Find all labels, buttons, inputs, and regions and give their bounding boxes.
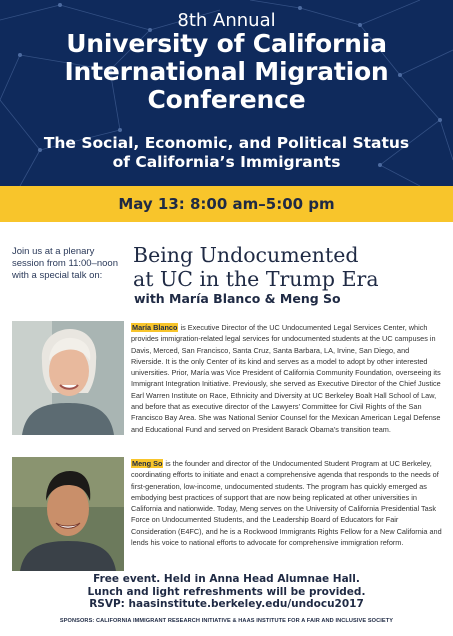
talk-title-line-2: at UC in the Trump Era xyxy=(133,267,379,291)
title-line-1: University of California xyxy=(66,29,387,58)
join-line-3: with a special talk on: xyxy=(12,270,103,281)
conference-subtitle xyxy=(0,134,453,172)
speaker-name-highlight: María Blanco xyxy=(132,323,178,332)
join-line-2: session from 11:00–noon xyxy=(12,258,118,269)
venue-line: Free event. Held in Anna Head Alumnae Hall. xyxy=(93,573,360,585)
bio-maria-blanco xyxy=(131,322,443,435)
talk-title xyxy=(133,243,443,291)
title-line-2: International Migration xyxy=(64,57,389,86)
conference-title xyxy=(0,30,453,114)
talk-speakers: with María Blanco & Meng So xyxy=(134,291,341,306)
subtitle-line-1: The Social, Economic, and Political Status xyxy=(43,134,410,152)
bio-text: is Executive Director of the UC Undocumented Legal Services Center, which provides immigration-related legal services for undocumented students at the UC campuses in Davis, Merced, San Francisco, Santa Cruz, Santa Barbara, LA, Irvine, San Diego, and Riverside. It is the only Center of its kind and serves as a model to adopt by other interested universities. Prior, María was Vice President of California Community Foundation, overseeing its Immigrant Integration Initiative. Previously, she served as Executive Director of the Chief Justice Earl Warren Institute on Race, Ethnicity and Diversity at UC Berkeley Boalt Hall School of Law, and before that as executive director of the Lawyers’ Committee for Civil Rights of the San Francisco Bay Area. She was National Senior Counsel for the Mexican American Legal Defense and Educational Fund and served on President Barack Obama’s transition team. xyxy=(131,323,441,434)
sponsors-line: SPONSORS: CALIFORNIA IMMIGRANT RESEARCH INITIATIVE & HAAS INSTITUTE FOR A FAIR AND INCLUSIVE SOCIETY xyxy=(59,618,394,624)
lunch-line: Lunch and light refreshments will be provided. xyxy=(87,585,366,598)
bio-meng-so xyxy=(131,458,443,548)
talk-title-line-1: Being Undocumented xyxy=(133,243,359,267)
edition-label: 8th Annual xyxy=(177,10,276,31)
date-bar xyxy=(0,186,453,222)
event-details xyxy=(0,573,453,611)
bio-text: is the founder and director of the Undocumented Student Program at UC Berkeley, coordinating efforts to initiate and enact a comprehensive agenda that responds to the needs of first-generation, low-income, undocumented students. The program has quickly emerged as embodying best practices of support that are now being replicated at other universities in California and nationwide. Today, Meng serves on the University of California Presidential Task Force on Undocumented Students, and the Leadership Board of Educators for Fair Consideration (E4FC), and he is a Rockwood Immigrants Rights Fellow for a New California and lends his voice to national efforts to advocate for comprehensive immigration reform. xyxy=(131,459,442,548)
join-line-1: Join us at a plenary xyxy=(12,246,95,257)
speaker-photo-maria-blanco xyxy=(12,321,124,435)
speaker-photo-meng-so xyxy=(12,457,124,571)
join-us-text xyxy=(12,246,124,282)
title-line-3: Conference xyxy=(147,85,306,114)
subtitle-line-2: of California’s Immigrants xyxy=(112,153,341,171)
header-banner xyxy=(0,0,453,186)
speaker-name-highlight: Meng So xyxy=(132,459,163,468)
event-date: May 13: 8:00 am–5:00 pm xyxy=(118,195,335,213)
rsvp-line: RSVP: haasinstitute.berkeley.edu/undocu2017 xyxy=(89,598,364,610)
